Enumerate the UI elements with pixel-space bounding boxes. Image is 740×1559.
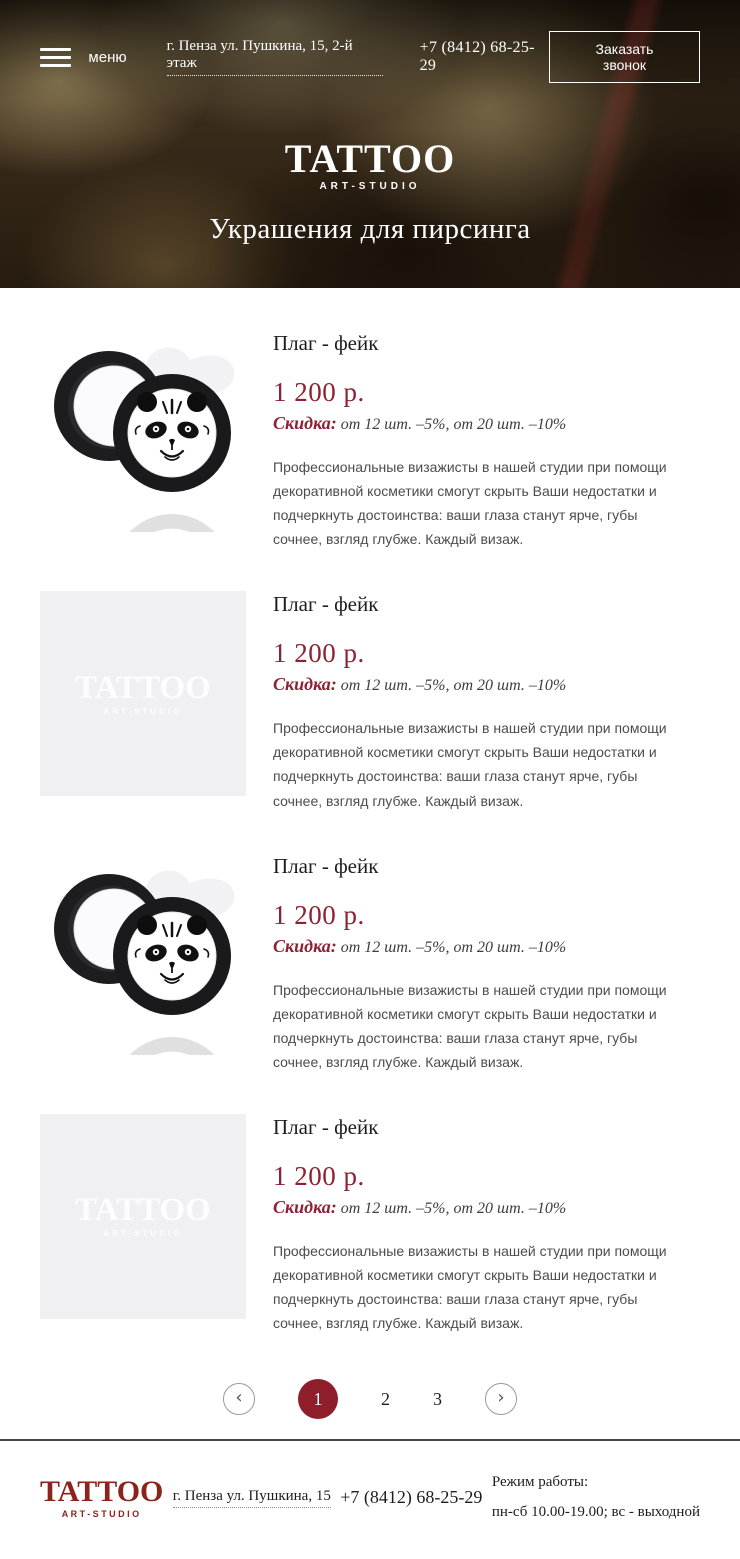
logo-title: TATTOO xyxy=(284,136,456,181)
logo-subtitle: ART-STUDIO xyxy=(319,181,421,192)
working-hours xyxy=(492,1468,700,1527)
product-info xyxy=(273,591,700,812)
footer-phone[interactable]: +7 (8412) 68-25-29 xyxy=(340,1487,483,1507)
product-placeholder-image[interactable] xyxy=(40,591,246,812)
panda-plug-illustration xyxy=(40,330,246,532)
product-title[interactable]: Плаг - фейк xyxy=(273,853,379,878)
menu-icon[interactable] xyxy=(40,48,71,67)
page-2-button[interactable]: 2 xyxy=(381,1388,390,1409)
tattoo-logo[interactable] xyxy=(40,1474,164,1519)
product-card xyxy=(40,330,700,551)
product-info xyxy=(273,330,700,551)
placeholder-image xyxy=(40,591,246,796)
product-card xyxy=(40,853,700,1074)
panda-plug-image[interactable] xyxy=(40,330,246,551)
product-description: Профессиональные визажисты в нашей студии при помощи декоративной косметики смогут скрыть Ваши недостатки и подчеркнуть достоинства: ваши глаза станут ярче, губы сочнее, взгляд глубже. Каждый визаж. xyxy=(273,1242,667,1332)
logo-title: TATTOO xyxy=(75,1192,211,1229)
product-description: Профессиональные визажисты в нашей студии при помощи декоративной косметики смогут скрыть Ваши недостатки и подчеркнуть достоинства: ваши глаза станут ярче, губы сочнее, взгляд глубже. Каждый визаж. xyxy=(273,720,667,809)
logo-subtitle: ART-STUDIO xyxy=(103,706,183,716)
menu-label[interactable]: меню xyxy=(88,48,127,66)
panda-plug-illustration xyxy=(40,853,246,1055)
working-hours-value: пн-сб 10.00-19.00; вс - выходной xyxy=(491,1503,700,1520)
product-description: Профессиональные визажисты в нашей студии при помощи декоративной косметики смогут скрыть Ваши недостатки и подчеркнуть достоинства: ваши глаза станут ярче, губы сочнее, взгляд глубже. Каждый визаж. xyxy=(273,459,667,548)
product-card xyxy=(40,591,700,812)
product-discount xyxy=(273,936,700,957)
product-price: 1 200 р. xyxy=(273,377,365,407)
tattoo-logo-watermark xyxy=(75,1194,211,1238)
order-call-button[interactable]: Заказать звонок xyxy=(549,31,700,83)
product-title[interactable]: Плаг - фейк xyxy=(273,592,379,617)
footer-address-link[interactable]: г. Пенза ул. Пушкина, 15 xyxy=(173,1488,331,1508)
product-price: 1 200 р. xyxy=(273,1160,365,1191)
working-hours-label: Режим работы: xyxy=(491,1474,589,1491)
product-placeholder-image[interactable] xyxy=(40,1114,246,1335)
placeholder-image xyxy=(40,1114,246,1319)
discount-text: от 12 шт. –5%, от 20 шт. –10% xyxy=(340,938,567,956)
product-info xyxy=(273,1114,700,1335)
discount-text: от 12 шт. –5%, от 20 шт. –10% xyxy=(340,1199,567,1217)
product-price: 1 200 р. xyxy=(273,638,365,669)
chevron-left-icon[interactable]: ‹ xyxy=(223,1383,255,1415)
product-title[interactable]: Плаг - фейк xyxy=(273,1114,379,1139)
product-price: 1 200 р. xyxy=(273,899,365,930)
panda-plug-image[interactable] xyxy=(40,853,246,1074)
pagination xyxy=(40,1379,700,1419)
page-1-button[interactable]: 1 xyxy=(298,1379,338,1419)
tattoo-logo-watermark xyxy=(75,669,211,716)
site-footer xyxy=(0,1439,740,1559)
discount-text: от 12 шт. –5%, от 20 шт. –10% xyxy=(340,416,567,433)
discount-label: Скидка: xyxy=(273,1196,337,1217)
page-title: Украшения для пирсинга xyxy=(209,213,531,245)
product-info xyxy=(273,853,700,1074)
product-card xyxy=(40,1114,700,1335)
product-discount xyxy=(273,413,700,434)
discount-text: от 12 шт. –5%, от 20 шт. –10% xyxy=(340,677,567,695)
discount-label: Скидка: xyxy=(273,413,337,433)
product-title[interactable]: Плаг - фейк xyxy=(273,331,379,355)
page-3-button[interactable]: 3 xyxy=(433,1388,442,1409)
logo-title: TATTOO xyxy=(40,1474,164,1508)
chevron-right-icon[interactable]: › xyxy=(485,1383,517,1415)
hero-header xyxy=(0,0,740,288)
logo-subtitle: ART-STUDIO xyxy=(61,1508,142,1519)
discount-label: Скидка: xyxy=(273,935,337,956)
logo-subtitle: ART-STUDIO xyxy=(103,1229,183,1239)
logo-title: TATTOO xyxy=(75,669,211,706)
header-address-link[interactable]: г. Пенза ул. Пушкина, 15, 2-й этаж xyxy=(167,38,383,76)
product-discount xyxy=(273,674,700,695)
product-discount xyxy=(273,1197,700,1218)
header-phone[interactable]: +7 (8412) 68-25-29 xyxy=(419,39,535,74)
tattoo-logo xyxy=(0,136,740,192)
product-list xyxy=(0,288,740,1419)
discount-label: Скидка: xyxy=(273,674,337,695)
top-navigation-bar xyxy=(0,0,740,83)
product-description: Профессиональные визажисты в нашей студии при помощи декоративной косметики смогут скрыть Ваши недостатки и подчеркнуть достоинства: ваши глаза станут ярче, губы сочнее, взгляд глубже. Каждый визаж. xyxy=(273,981,667,1070)
